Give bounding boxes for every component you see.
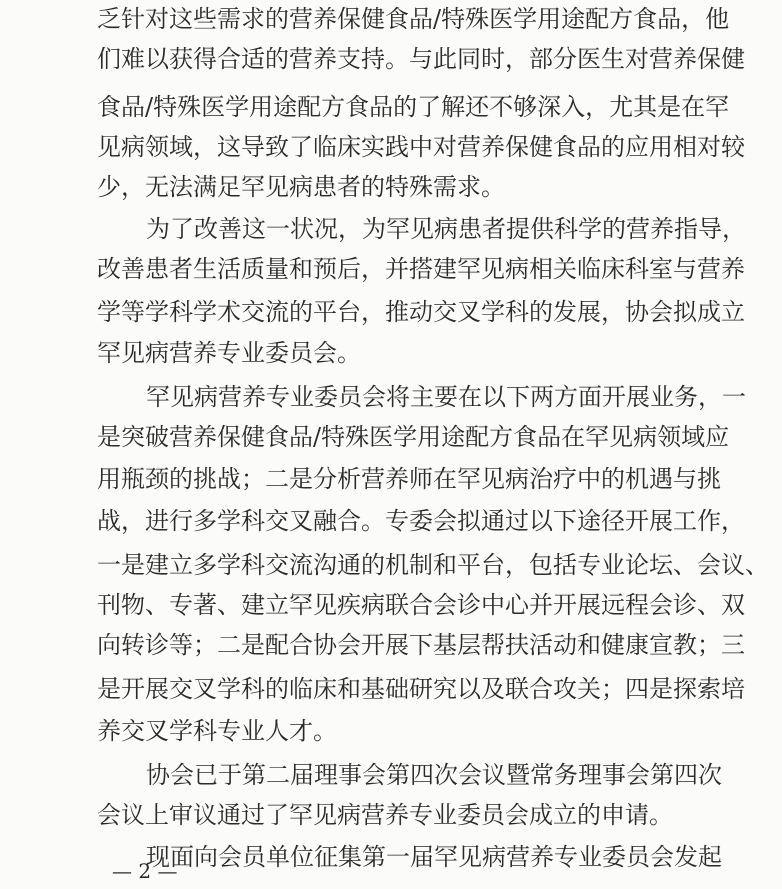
text-line: 协会已于第二届理事会第四次会议暨常务理事会第四次	[146, 761, 722, 789]
text-line: 一是建立多学科交流沟通的机制和平台，包括专业论坛、会议、	[97, 551, 769, 579]
text-line: 养交叉学科专业人才。	[97, 717, 337, 745]
text-line: 罕见病营养专业委员会将主要在以下两方面开展业务，一	[146, 383, 746, 411]
text-line: 刊物、专著、建立罕见疾病联合会诊中心并开展远程会诊、双	[97, 591, 745, 619]
text-line: 少，无法满足罕见病患者的特殊需求。	[97, 173, 505, 201]
text-line: 乏针对这些需求的营养保健食品/特殊医学用途配方食品，他	[97, 5, 730, 33]
text-line: 见病领域，这导致了临床实践中对营养保健食品的应用相对较	[97, 133, 745, 161]
text-line: 为了改善这一状况，为罕见病患者提供科学的营养指导，	[146, 215, 746, 243]
text-line: 食品/特殊医学用途配方食品的了解还不够深入，尤其是在罕	[97, 93, 730, 121]
text-line: 改善患者生活质量和预后，并搭建罕见病相关临床科室与营养	[97, 255, 745, 283]
text-line: 会议上审议通过了罕见病营养专业委员会成立的申请。	[97, 801, 673, 829]
text-line: 现面向会员单位征集第一届罕见病营养专业委员会发起	[146, 843, 722, 871]
text-line: 是突破营养保健食品/特殊医学用途配方食品在罕见病领域应	[97, 423, 730, 451]
text-line: 向转诊等；二是配合协会开展下基层帮扶活动和健康宣教；三	[97, 631, 745, 659]
page-number: — 2 —	[112, 859, 178, 883]
text-line: 罕见病营养专业委员会。	[97, 339, 361, 367]
text-line: 用瓶颈的挑战；二是分析营养师在罕见病治疗中的机遇与挑	[97, 465, 721, 493]
text-line: 战，进行多学科交叉融合。专委会拟通过以下途径开展工作，	[97, 507, 745, 535]
text-line: 们难以获得合适的营养支持。与此同时，部分医生对营养保健	[97, 45, 745, 73]
text-line: 是开展交叉学科的临床和基础研究以及联合攻关；四是探索培	[97, 675, 745, 703]
text-line: 学等学科学术交流的平台，推动交叉学科的发展，协会拟成立	[97, 298, 745, 326]
